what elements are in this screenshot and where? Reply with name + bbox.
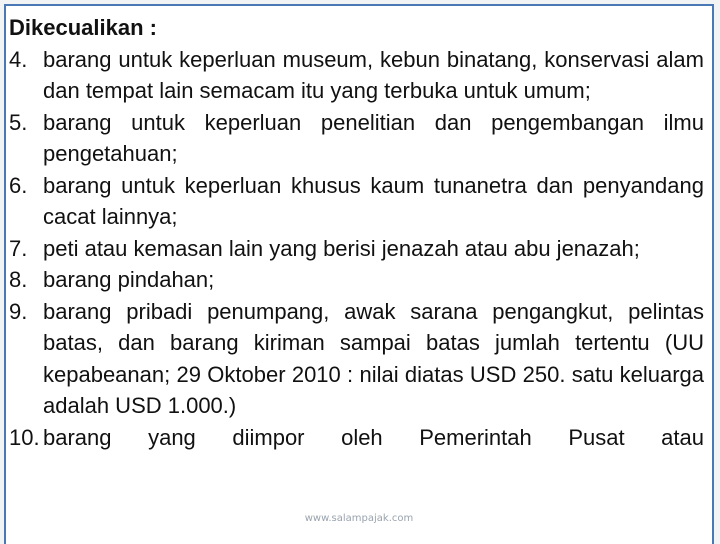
item-number: 8. (9, 267, 28, 292)
list-item-9 (9, 296, 704, 422)
item-number: 4. (9, 46, 28, 72)
item-number: 10. (9, 424, 40, 450)
item-text: barang untuk keperluan museum, kebun binatang, konservasi alam dan tempat lain semacam itu yang terbuka untuk umum; (43, 46, 704, 103)
slide-heading: Dikecualikan : (9, 15, 157, 40)
item-number: 7. (9, 235, 28, 261)
list-item-10 (9, 422, 704, 454)
watermark: www.salampajak.com (304, 513, 414, 524)
item-number: 9. (9, 298, 28, 324)
item-text: barang untuk keperluan penelitian dan pengembangan ilmu pengetahuan; (43, 109, 704, 166)
item-text: peti atau kemasan lain yang berisi jenazah atau abu jenazah; (43, 235, 640, 261)
item-number: 5. (9, 109, 28, 135)
slide-frame (4, 4, 714, 544)
list-item-8 (9, 264, 704, 296)
item-text: barang pindahan; (43, 267, 215, 292)
slide-content (9, 12, 704, 453)
list-item-6 (9, 170, 704, 233)
list-item-7 (9, 233, 704, 265)
item-number: 6. (9, 172, 28, 198)
list-item-4 (9, 44, 704, 107)
item-text: barang pribadi penumpang, awak sarana pengangkut, pelintas batas, dan barang kiriman sampai batas jumlah tertentu (UU kepabeanan; 29 Oktober 2010 : nilai diatas USD 250. satu keluarga adalah USD 1.000.) (43, 298, 704, 418)
list-item-5 (9, 107, 704, 170)
item-text: barang untuk keperluan khusus kaum tunanetra dan penyandang cacat lainnya; (43, 172, 704, 229)
item-text: barang yang diimpor oleh Pemerintah Pusat atau (43, 424, 704, 450)
